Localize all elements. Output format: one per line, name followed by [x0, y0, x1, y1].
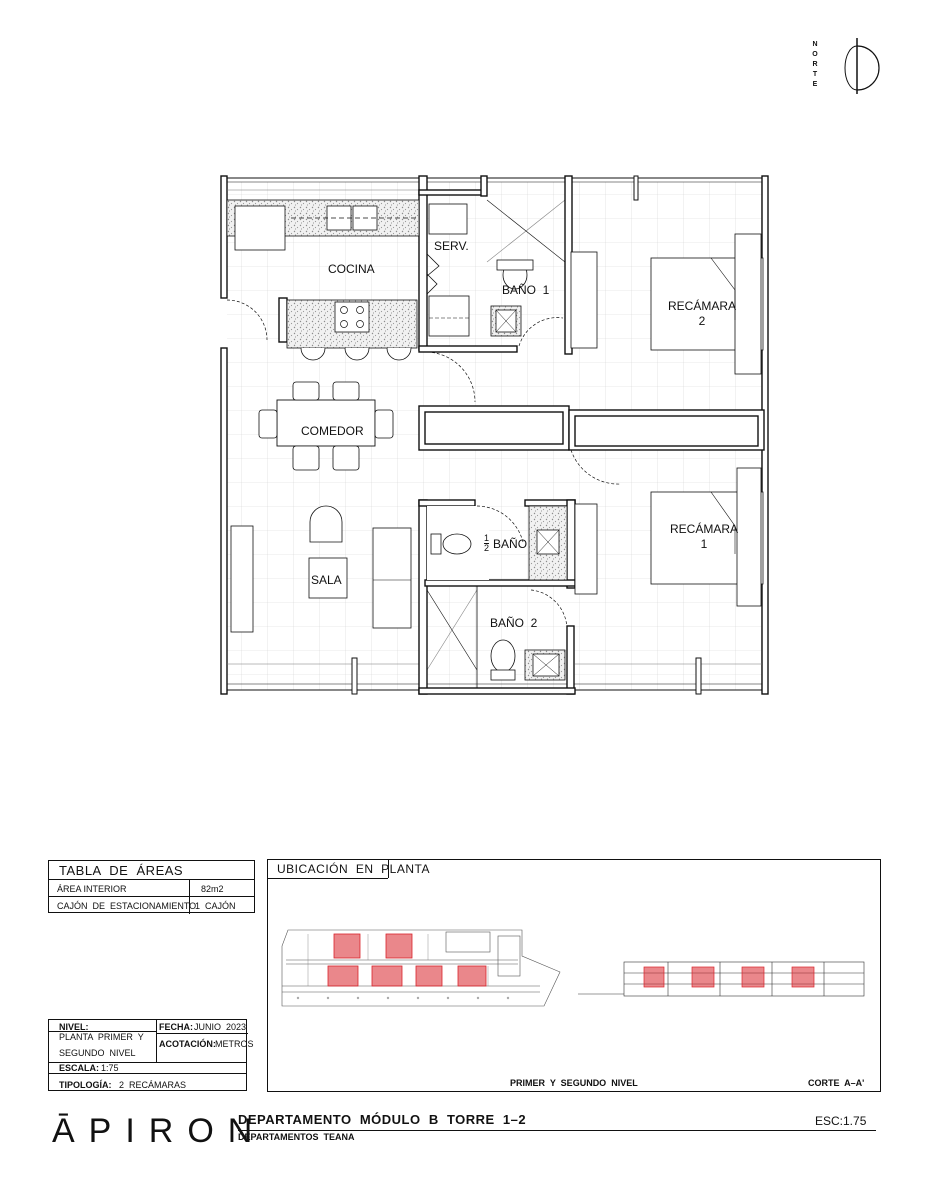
parking-value: 1 CAJÓN [195, 900, 236, 911]
parking-label: CAJÓN DE ESTACIONAMIENTO [57, 900, 197, 911]
drawing-scale: ESC:1.75 [815, 1114, 867, 1128]
title-divider [238, 1130, 876, 1131]
company-logo: ĀPIRON [52, 1112, 267, 1150]
north-arrow-icon [830, 36, 886, 96]
north-label: N O R T E [812, 41, 818, 88]
room-label-cocina: COCINA [328, 262, 375, 276]
location-panel [267, 859, 881, 1092]
drawing-subtitle: DEPARTAMENTOS TEANA [238, 1132, 355, 1142]
table-row [49, 896, 254, 914]
room-label-recamara-1: RECÁMARA 1 [669, 522, 738, 551]
room-label-comedor: COMEDOR [301, 424, 364, 438]
fecha-label: FECHA: [159, 1022, 193, 1032]
nivel-value-line2: SEGUNDO NIVEL [59, 1048, 136, 1058]
room-label-bano-1: BAÑO 1 [502, 283, 550, 297]
areas-table-title: TABLA DE ÁREAS [59, 863, 184, 878]
tipologia-label: TIPOLOGÍA: [59, 1080, 112, 1090]
room-label-recamara-2: RECÁMARA 2 [667, 299, 736, 328]
table-row [49, 879, 254, 897]
escala-label: ESCALA: [59, 1063, 99, 1073]
location-title: UBICACIÓN EN PLANTA [277, 862, 430, 876]
section-thumbnail [574, 956, 870, 1002]
room-label-serv: SERV. [434, 239, 469, 253]
section-caption: CORTE A–A' [808, 1078, 865, 1088]
tipologia-value: 2 RECÁMARAS [119, 1080, 187, 1090]
areas-table [48, 860, 255, 913]
nivel-label: NIVEL: [59, 1022, 89, 1032]
escala-value: 1:75 [101, 1063, 119, 1073]
nivel-value-line1: PLANTA PRIMER Y [59, 1032, 144, 1042]
plan-caption: PRIMER Y SEGUNDO NIVEL [510, 1078, 638, 1088]
site-plan-thumbnail [278, 926, 568, 1012]
area-interior-label: ÁREA INTERIOR [57, 883, 127, 894]
drawing-title: DEPARTAMENTO MÓDULO B TORRE 1–2 [238, 1112, 527, 1127]
room-label-bano-2: BAÑO 2 [490, 616, 538, 630]
acotacion-value: METROS [215, 1039, 254, 1049]
room-label-sala: SALA [311, 573, 342, 587]
info-table [48, 1019, 254, 1091]
fecha-value: JUNIO 2023 [194, 1022, 247, 1032]
acotacion-label: ACOTACIÓN: [159, 1039, 216, 1049]
area-interior-value: 82m2 [201, 883, 224, 894]
room-label-medio-bano: 1 2 BAÑO [484, 533, 528, 553]
